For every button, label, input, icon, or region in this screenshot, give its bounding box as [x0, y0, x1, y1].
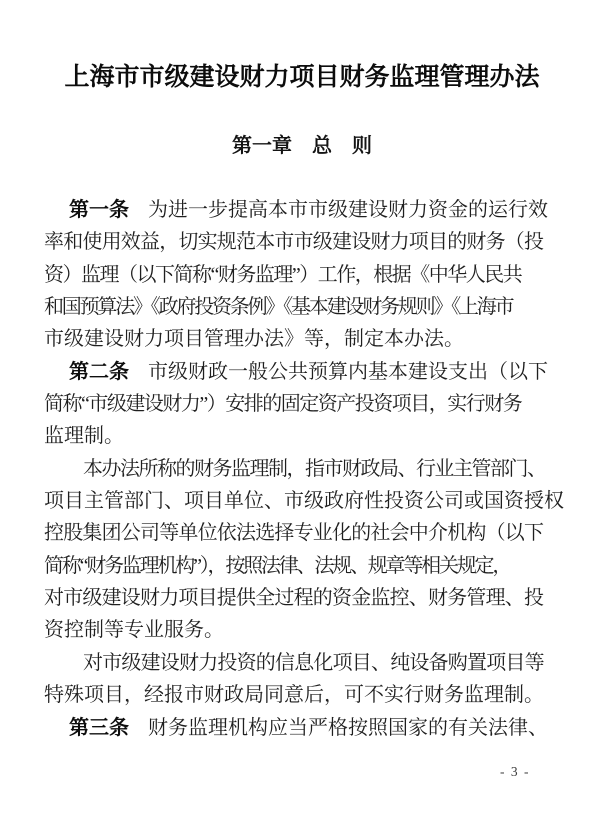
body-line-text: 本办法所称的财务监理制，指市财政局、行业主管部门、: [83, 457, 546, 480]
article-number: 第一条: [69, 199, 129, 221]
document-body: [44, 194, 564, 744]
body-line: [44, 712, 548, 744]
body-line: [44, 647, 545, 679]
body-line: [44, 517, 545, 549]
body-line-text: 控股集团公司等单位依法选择专业化的社会中介机构（以下: [44, 522, 544, 545]
body-line-text: 项目主管部门、项目单位、市级政府性投资公司或国资授权: [44, 490, 564, 513]
article-number: 第二条: [69, 360, 129, 383]
body-line: [44, 582, 545, 614]
body-line-text: 财务监理机构应当严格按照国家的有关法律、: [148, 716, 548, 739]
article-number: 第三条: [69, 716, 129, 739]
body-line-text: 为进一步提高本市市级建设财力资金的运行效: [148, 199, 548, 221]
body-line-text: 对市级建设财力项目提供全过程的资金监控、财务管理、投: [44, 587, 544, 610]
body-line-text: 特殊项目，经报市财政局同意后，可不实行财务监理制。: [44, 684, 544, 707]
body-line-text: 和国预算法》《政府投资条例》《基本建设财务规则》《上海市: [44, 296, 513, 319]
body-line: [44, 323, 545, 355]
body-line-text: 市级建设财力项目管理办法》等，制定本办法。: [44, 328, 464, 351]
body-line: [44, 485, 564, 517]
body-line: [44, 614, 545, 646]
document-title: 上海市市级建设财力项目财务监理管理办法: [64, 64, 540, 91]
body-line-text: 资）监理（以下简称“财务监理”）工作，根据《中华人民共: [44, 263, 522, 286]
body-line: [44, 194, 548, 226]
body-line-text: 简称“市级建设财力”）安排的固定资产投资项目，实行财务: [44, 393, 522, 416]
chapter-heading: 第一章 总 则: [232, 135, 372, 157]
body-line: [44, 356, 548, 388]
body-line: [44, 226, 545, 258]
body-line: [44, 453, 545, 485]
body-line: [44, 291, 545, 323]
body-line: [44, 679, 545, 711]
body-line: [44, 420, 545, 452]
body-line: [44, 550, 545, 582]
body-line-text: 率和使用效益，切实规范本市市级建设财力项目的财务（投: [44, 231, 544, 254]
body-line-text: 对市级建设财力投资的信息化项目、纯设备购置项目等: [83, 651, 544, 674]
body-line-text: 简称“财务监理机构”），按照法律、法规、规章等相关规定，: [44, 554, 511, 577]
body-line-text: 市级财政一般公共预算内基本建设支出（以下: [148, 360, 548, 383]
page-number: - 3 -: [500, 764, 530, 779]
body-line: [44, 388, 545, 420]
body-line-text: 监理制。: [44, 425, 124, 448]
body-line: [44, 259, 545, 291]
body-line-text: 资控制等专业服务。: [44, 619, 224, 642]
